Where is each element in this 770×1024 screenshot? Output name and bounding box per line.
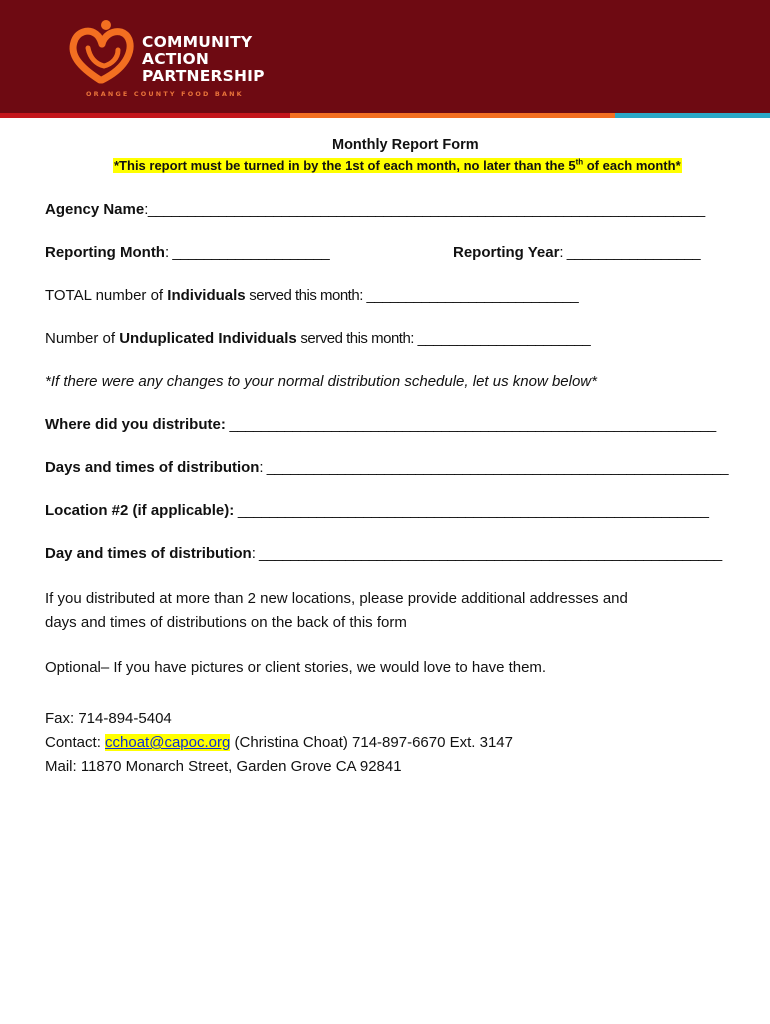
day-times-2-field[interactable] (45, 545, 722, 562)
total-individuals-field[interactable] (45, 287, 578, 304)
location-2-field[interactable] (45, 502, 708, 519)
page-title: Monthly Report Form (332, 137, 479, 153)
location-2-label: Location #2 (if applicable): (45, 502, 235, 519)
unduplicated-suffix[interactable]: served this month: ______________________ (296, 330, 591, 347)
location-2-blank[interactable]: ____________________________________________________________ (234, 502, 709, 519)
days-times-field[interactable] (45, 459, 728, 476)
total-prefix: TOTAL number of (45, 287, 168, 304)
days-times-label: Days and times of distribution (45, 459, 260, 476)
reporting-month-label: Reporting Month (45, 244, 165, 261)
org-name-line-1: COMMUNITY (142, 33, 253, 51)
unduplicated-individuals-field[interactable] (45, 330, 590, 347)
agency-name-field[interactable] (45, 201, 705, 218)
org-name-line-2: ACTION (142, 50, 210, 68)
mail-line: Mail: 11870 Monarch Street, Garden Grove CA 92841 (45, 758, 402, 775)
contact-email-link[interactable]: cchoat@capoc.org (105, 734, 231, 751)
reporting-month-field[interactable] (45, 244, 329, 261)
agency-name-label: Agency Name (45, 201, 145, 218)
days-times-blank[interactable]: : ___________________________________________________________ (259, 459, 729, 476)
reporting-year-field[interactable] (453, 244, 700, 261)
day-times-2-label: Day and times of distribution (45, 545, 252, 562)
reporting-year-blank[interactable]: : _________________ (559, 244, 701, 261)
schedule-change-note: *If there were any changes to your normal distribution schedule, let us know below* (45, 373, 597, 390)
contact-suffix: (Christina Choat) 714-897-6670 Ext. 3147 (230, 734, 513, 751)
deadline-note-text: *This report must be turned in by the 1st of each month, no later than the 5 (114, 158, 576, 173)
where-distribute-blank[interactable]: ______________________________________________________________ (225, 416, 716, 433)
header-banner (0, 0, 770, 113)
agency-name-blank[interactable]: :_______________________________________________________________________ (144, 201, 705, 218)
org-subtitle: ORANGE COUNTY FOOD BANK (86, 90, 244, 98)
unduplicated-bold: Unduplicated Individuals (119, 330, 297, 347)
deadline-note-sup: th (575, 157, 584, 167)
day-times-2-blank[interactable]: : ___________________________________________________________ (251, 545, 722, 562)
header-stripe-red (0, 113, 290, 118)
org-name (142, 34, 265, 85)
where-distribute-field[interactable] (45, 416, 716, 433)
reporting-month-blank[interactable]: : ____________________ (164, 244, 330, 261)
additional-locations-line-1: If you distributed at more than 2 new locations, please provide additional addresses and (45, 590, 628, 607)
additional-locations-line-2: days and times of distributions on the back of this form (45, 614, 407, 631)
header-stripe-teal (615, 113, 770, 118)
contact-prefix: Contact: (45, 734, 106, 751)
fax-line: Fax: 714-894-5404 (45, 710, 172, 727)
reporting-year-label: Reporting Year (453, 244, 560, 261)
org-name-line-3: PARTNERSHIP (142, 67, 265, 85)
total-suffix[interactable]: served this month: ___________________________ (245, 287, 579, 304)
heart-logo-icon (66, 18, 138, 88)
deadline-note (113, 158, 682, 173)
total-bold: Individuals (167, 287, 246, 304)
unduplicated-prefix: Number of (45, 330, 120, 347)
contact-line (45, 734, 513, 751)
header-stripe-orange (290, 113, 615, 118)
where-distribute-label: Where did you distribute: (45, 416, 226, 433)
deadline-note-end: of each month* (583, 158, 681, 173)
optional-note: Optional– If you have pictures or client stories, we would love to have them. (45, 659, 547, 676)
